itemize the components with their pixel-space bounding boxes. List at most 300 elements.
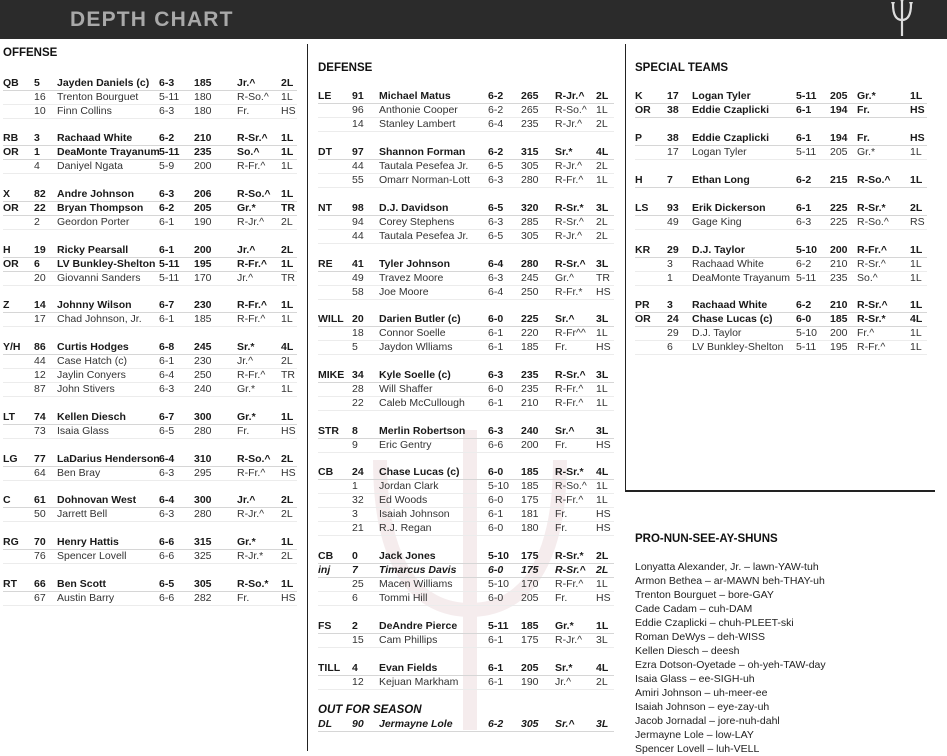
player-position: RB [3, 132, 19, 144]
player-row [318, 633, 614, 648]
player-height: 6-2 [488, 718, 504, 730]
player-height: 6-4 [488, 258, 504, 270]
player-experience: 2L [596, 118, 608, 130]
player-number: 15 [352, 634, 364, 646]
player-name: Connor Soelle [379, 327, 446, 339]
player-name: Spencer Lovell [57, 550, 127, 562]
player-class-year: Fr. [555, 522, 568, 534]
player-position: C [3, 494, 11, 506]
player-height: 6-5 [488, 230, 504, 242]
player-class-year: Gr.* [857, 146, 876, 158]
player-number: 44 [352, 230, 364, 242]
player-name: Johnny Wilson [57, 299, 132, 311]
player-class-year: Gr.* [237, 383, 256, 395]
player-experience: RS [910, 216, 925, 228]
player-class-year: R-Fr.^ [237, 258, 268, 270]
player-name: Ricky Pearsall [57, 244, 129, 256]
player-row [3, 340, 297, 355]
player-height: 6-2 [159, 132, 175, 144]
player-row [3, 382, 297, 397]
player-weight: 185 [521, 620, 539, 632]
player-number: 12 [34, 369, 46, 381]
player-experience: HS [910, 104, 925, 116]
player-name: Jayden Daniels (c) [57, 77, 150, 89]
player-experience: 2L [281, 453, 294, 465]
player-number: 82 [34, 188, 46, 200]
player-row [3, 187, 297, 202]
pronunciation-line: Isaiah Johnson – eye-zay-uh [635, 701, 770, 713]
player-number: 21 [352, 522, 364, 534]
player-number: 98 [352, 202, 364, 214]
player-height: 6-6 [159, 550, 175, 562]
player-height: 5-11 [796, 272, 817, 284]
player-row [635, 243, 927, 258]
player-position: MIKE [318, 369, 345, 381]
player-position: RT [3, 578, 17, 590]
player-name: Eddie Czaplicki [692, 104, 770, 116]
player-row [3, 507, 297, 522]
player-name: Austin Barry [57, 592, 115, 604]
player-weight: 225 [830, 216, 848, 228]
player-row [318, 145, 614, 160]
player-class-year: Gr.* [555, 620, 574, 632]
player-class-year: Jr.^ [237, 77, 256, 89]
player-name: Tommi Hill [379, 592, 428, 604]
player-class-year: So.^ [237, 146, 260, 158]
player-weight: 195 [194, 258, 212, 270]
player-experience: 1L [910, 272, 922, 284]
player-name: Omarr Norman-Lott [379, 174, 471, 186]
player-row [318, 368, 614, 383]
player-name: LaDarius Henderson [57, 453, 160, 465]
player-experience: 4L [596, 466, 609, 478]
player-row [635, 173, 927, 188]
player-name: Jaylin Conyers [57, 369, 126, 381]
player-experience: 2L [596, 160, 608, 172]
player-weight: 235 [521, 383, 539, 395]
player-number: 91 [352, 90, 364, 102]
player-position: X [3, 188, 11, 200]
player-weight: 180 [194, 91, 212, 103]
player-experience: 2L [281, 244, 294, 256]
player-experience: 1L [596, 494, 608, 506]
player-weight: 175 [521, 494, 539, 506]
player-number: 10 [34, 105, 46, 117]
player-height: 6-1 [488, 397, 504, 409]
player-height: 6-2 [159, 202, 175, 214]
player-class-year: R-Fr.^ [555, 578, 584, 590]
player-number: 41 [352, 258, 364, 270]
player-experience: HS [596, 522, 611, 534]
player-class-year: Sr.^ [555, 313, 575, 325]
player-experience: 2L [281, 494, 294, 506]
player-class-year: R-Sr.^ [555, 564, 586, 576]
player-class-year: Gr.* [857, 90, 876, 102]
player-height: 5-11 [796, 90, 817, 102]
player-height: 6-4 [159, 494, 175, 506]
player-weight: 185 [194, 313, 212, 325]
player-number: 44 [352, 160, 364, 172]
player-number: 19 [34, 244, 46, 256]
player-class-year: R-Sr.* [555, 466, 584, 478]
player-experience: 2L [281, 550, 293, 562]
player-experience: 1L [281, 299, 294, 311]
player-name: Anthonie Cooper [379, 104, 458, 116]
player-row [318, 229, 614, 244]
player-name: Darien Butler (c) [379, 313, 461, 325]
player-row [318, 103, 614, 118]
player-experience: 1L [281, 132, 294, 144]
player-number: 28 [352, 383, 364, 395]
player-weight: 170 [194, 272, 212, 284]
player-height: 5-11 [488, 620, 509, 632]
player-number: 38 [667, 132, 679, 144]
player-class-year: Fr. [857, 104, 870, 116]
player-row [3, 577, 297, 592]
player-name: DeaMonte Trayanum [57, 146, 160, 158]
player-name: Will Shaffer [379, 383, 433, 395]
player-class-year: Fr. [555, 592, 568, 604]
player-row [3, 131, 297, 146]
player-experience: 1L [596, 480, 608, 492]
player-experience: 2L [596, 216, 608, 228]
player-number: 25 [352, 578, 364, 590]
player-name: Michael Matus [379, 90, 451, 102]
player-number: 14 [34, 299, 46, 311]
player-height: 6-1 [796, 104, 812, 116]
player-number: 61 [34, 494, 46, 506]
player-name: Jermayne Lole [379, 718, 453, 730]
player-weight: 181 [521, 508, 539, 520]
player-weight: 235 [194, 146, 212, 158]
player-weight: 225 [521, 313, 539, 325]
player-experience: 3L [596, 258, 609, 270]
player-class-year: R-Sr.^ [857, 258, 886, 270]
player-position: OR [3, 146, 19, 158]
player-row [3, 452, 297, 467]
pronunciation-line: Amiri Johnson – uh-meer-ee [635, 687, 768, 699]
player-class-year: R-Jr.^ [555, 634, 583, 646]
player-number: 32 [352, 494, 364, 506]
player-name: Timarcus Davis [379, 564, 457, 576]
player-name: Eric Gentry [379, 439, 432, 451]
player-class-year: Fr. [237, 425, 250, 437]
player-experience: HS [596, 286, 611, 298]
player-name: D.J. Davidson [379, 202, 449, 214]
player-height: 6-3 [159, 383, 175, 395]
player-height: 6-2 [796, 258, 812, 270]
player-class-year: R-Fr.^ [237, 299, 268, 311]
player-class-year: R-Jr.^ [555, 230, 583, 242]
player-weight: 240 [194, 383, 212, 395]
player-number: 9 [352, 439, 358, 451]
player-weight: 200 [830, 244, 848, 256]
player-class-year: R-Jr.^ [555, 118, 583, 130]
player-experience: 1L [596, 104, 608, 116]
player-row [318, 465, 614, 480]
pronunciation-line: Jacob Jornadal – jore-nuh-dahl [635, 715, 780, 727]
page-header [0, 0, 947, 39]
player-experience: HS [596, 341, 611, 353]
player-height: 5-11 [796, 146, 817, 158]
player-name: R.J. Regan [379, 522, 432, 534]
player-row [318, 619, 614, 634]
player-number: 1 [667, 272, 673, 284]
player-height: 5-9 [159, 160, 175, 172]
player-height: 6-4 [159, 369, 175, 381]
player-class-year: R-Sr.^ [857, 299, 888, 311]
player-class-year: R-So.^ [555, 104, 587, 116]
player-position: Y/H [3, 341, 21, 353]
player-row [3, 215, 297, 230]
player-weight: 200 [830, 327, 848, 339]
player-position: PR [635, 299, 650, 311]
player-position: OR [635, 313, 651, 325]
player-name: LV Bunkley-Shelton [57, 258, 156, 270]
player-height: 6-7 [159, 299, 175, 311]
player-experience: 1L [596, 327, 608, 339]
player-row [635, 145, 927, 160]
player-class-year: R-Jr.^ [555, 160, 583, 172]
player-name: Ed Woods [379, 494, 428, 506]
player-class-year: Fr. [857, 132, 870, 144]
player-position: CB [318, 466, 334, 478]
player-height: 6-1 [159, 216, 175, 228]
player-experience: 4L [910, 313, 923, 325]
player-class-year: R-Jr.^ [237, 216, 265, 228]
player-name: Curtis Hodges [57, 341, 129, 353]
player-weight: 170 [521, 578, 539, 590]
player-height: 6-8 [159, 341, 175, 353]
player-class-year: R-Sr.* [857, 202, 886, 214]
player-height: 6-3 [159, 105, 175, 117]
player-row [3, 466, 297, 481]
player-name: Rachaad White [692, 258, 764, 270]
player-weight: 280 [521, 174, 539, 186]
player-weight: 282 [194, 592, 212, 604]
special-teams-title: SPECIAL TEAMS [635, 62, 729, 74]
player-name: Rachaad White [57, 132, 133, 144]
player-class-year: R-Fr.^ [237, 160, 266, 172]
player-name: DeaMonte Trayanum [692, 272, 791, 284]
player-height: 6-5 [159, 425, 175, 437]
player-position: Z [3, 299, 10, 311]
player-number: 3 [667, 258, 673, 270]
player-number: 6 [667, 341, 673, 353]
player-row [318, 396, 614, 411]
player-name: Geordon Porter [57, 216, 130, 228]
player-number: 86 [34, 341, 46, 353]
player-row [3, 298, 297, 313]
player-height: 6-1 [796, 202, 812, 214]
player-class-year: R-Fr.^ [237, 467, 266, 479]
pronunciation-line: Lonyatta Alexander, Jr. – lawn-YAW-tuh [635, 561, 819, 573]
column-divider [625, 44, 626, 492]
player-number: 97 [352, 146, 364, 158]
player-weight: 325 [194, 550, 212, 562]
player-number: 3 [352, 508, 358, 520]
player-weight: 305 [194, 578, 212, 590]
player-number: 1 [34, 146, 40, 158]
player-weight: 225 [830, 202, 848, 214]
player-experience: 2L [596, 564, 609, 576]
player-number: 4 [352, 662, 358, 674]
player-number: 3 [34, 132, 40, 144]
player-experience: HS [281, 467, 296, 479]
player-class-year: R-So.^ [555, 480, 587, 492]
player-weight: 200 [194, 160, 212, 172]
player-height: 6-4 [159, 453, 175, 465]
player-class-year: Gr.* [237, 202, 256, 214]
player-experience: 1L [281, 536, 294, 548]
player-number: 7 [352, 564, 358, 576]
player-name: Chase Lucas (c) [379, 466, 460, 478]
player-name: John Stivers [57, 383, 115, 395]
player-position: OR [3, 202, 19, 214]
player-experience: 1L [281, 313, 293, 325]
player-name: Travez Moore [379, 272, 444, 284]
player-name: Gage King [692, 216, 742, 228]
player-class-year: R-Jr.^ [237, 508, 265, 520]
player-number: 94 [352, 216, 364, 228]
player-name: Corey Stephens [379, 216, 455, 228]
player-class-year: Fr. [555, 439, 568, 451]
player-experience: TR [281, 369, 295, 381]
player-class-year: R-Jr.* [237, 550, 264, 562]
player-row [3, 257, 297, 272]
player-number: 44 [34, 355, 46, 367]
player-name: Jordan Clark [379, 480, 439, 492]
player-row [635, 298, 927, 313]
player-experience: HS [281, 105, 296, 117]
pronunciation-line: Eddie Czaplicki – chuh-PLEET-ski [635, 617, 794, 629]
player-row [318, 577, 614, 592]
player-class-year: Sr.* [237, 341, 255, 353]
player-height: 5-11 [159, 91, 180, 103]
player-experience: 1L [910, 146, 922, 158]
player-name: Chad Johnson, Jr. [57, 313, 142, 325]
player-height: 6-7 [159, 411, 175, 423]
player-position: P [635, 132, 643, 144]
player-height: 6-3 [488, 174, 504, 186]
player-name: D.J. Taylor [692, 327, 742, 339]
player-experience: 2L [910, 202, 923, 214]
player-row [3, 104, 297, 119]
player-name: Isaiah Johnson [379, 508, 450, 520]
player-number: 22 [352, 397, 364, 409]
player-class-year: R-So.* [237, 578, 269, 590]
player-weight: 280 [194, 425, 212, 437]
player-row [318, 340, 614, 355]
player-weight: 280 [521, 258, 539, 270]
player-weight: 280 [194, 508, 212, 520]
player-height: 6-3 [488, 425, 504, 437]
player-weight: 245 [194, 341, 212, 353]
player-position: OR [3, 258, 19, 270]
player-number: 18 [352, 327, 364, 339]
player-row [318, 661, 614, 676]
player-row [635, 326, 927, 341]
player-experience: 1L [910, 327, 922, 339]
player-number: 24 [667, 313, 679, 325]
player-name: Macen Williams [379, 578, 453, 590]
player-experience: TR [281, 202, 295, 214]
player-row [3, 424, 297, 439]
player-position: NT [318, 202, 332, 214]
player-number: 29 [667, 327, 679, 339]
player-name: Stanley Lambert [379, 118, 456, 130]
player-weight: 235 [521, 118, 539, 130]
player-class-year: R-Fr.^ [555, 383, 584, 395]
player-class-year: Jr.^ [237, 355, 254, 367]
player-position: H [3, 244, 11, 256]
player-name: DeAndre Pierce [379, 620, 458, 632]
player-class-year: Fr. [237, 105, 250, 117]
player-number: 20 [34, 272, 46, 284]
pronunciation-line: Roman DeWys – deh-WISS [635, 631, 766, 643]
player-weight: 295 [194, 467, 212, 479]
player-height: 6-3 [159, 188, 175, 200]
player-name: Ben Scott [57, 578, 107, 590]
player-experience: 2L [281, 508, 293, 520]
player-row [3, 145, 297, 160]
player-row [318, 382, 614, 397]
player-name: Tautala Pesefea Jr. [379, 230, 469, 242]
player-height: 6-3 [488, 216, 504, 228]
player-number: 12 [352, 676, 364, 688]
player-class-year: R-Sr.* [857, 313, 886, 325]
player-class-year: R-So.^ [237, 188, 271, 200]
player-experience: 1L [281, 188, 294, 200]
player-row [318, 285, 614, 300]
player-name: Andre Johnson [57, 188, 135, 200]
player-experience: 2L [596, 90, 609, 102]
pronunciation-line: Kellen Diesch – deesh [635, 645, 740, 657]
player-weight: 285 [521, 216, 539, 228]
player-weight: 205 [521, 592, 539, 604]
player-class-year: R-Sr.^ [555, 216, 584, 228]
pronunciation-line: Armon Bethea – ar-MAWN beh-THAY-uh [635, 575, 825, 587]
player-name: LV Bunkley-Shelton [692, 341, 784, 353]
player-weight: 310 [194, 453, 212, 465]
player-experience: 1L [281, 258, 294, 270]
pronunciation-line: Ezra Dotson-Oyetade – oh-yeh-TAW-day [635, 659, 826, 671]
player-number: 74 [34, 411, 46, 423]
player-row [635, 257, 927, 272]
player-weight: 250 [194, 369, 212, 381]
player-experience: 1L [281, 578, 294, 590]
player-class-year: R-Fr.^ [857, 244, 888, 256]
player-weight: 185 [194, 77, 212, 89]
player-experience: 4L [281, 341, 294, 353]
player-height: 6-1 [796, 132, 812, 144]
player-number: 93 [667, 202, 679, 214]
player-class-year: R-Sr.^ [555, 258, 586, 270]
pronunciation-line: Isaia Glass – ee-SIGH-uh [635, 673, 755, 685]
player-position: LT [3, 411, 16, 423]
player-height: 6-1 [488, 634, 504, 646]
player-weight: 240 [521, 425, 539, 437]
player-height: 6-0 [488, 383, 504, 395]
player-experience: 3L [596, 718, 609, 730]
player-height: 6-6 [488, 439, 504, 451]
player-height: 6-3 [796, 216, 812, 228]
player-weight: 320 [521, 202, 539, 214]
player-row [3, 354, 297, 369]
player-row [635, 215, 927, 230]
player-height: 6-0 [488, 313, 504, 325]
player-experience: TR [596, 272, 610, 284]
